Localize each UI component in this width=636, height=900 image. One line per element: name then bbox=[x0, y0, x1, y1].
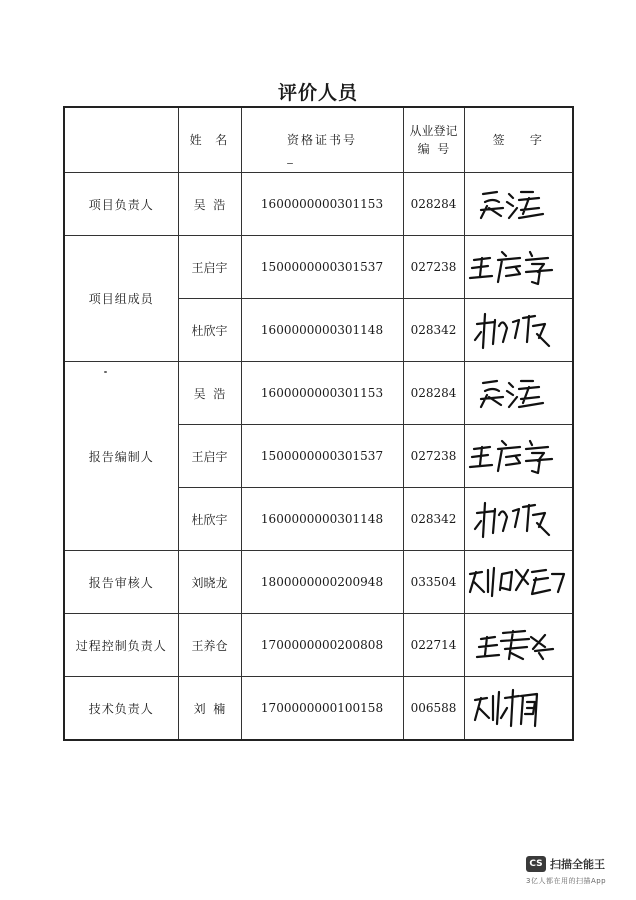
signature-du-xinyu bbox=[464, 299, 573, 362]
cell-cert: 1600000000301153 bbox=[241, 362, 403, 425]
header-reg-line1: 从业登记 bbox=[409, 124, 458, 138]
cell-cert: 1700000000100158 bbox=[241, 677, 403, 741]
header-reg bbox=[403, 107, 464, 173]
cell-reg: 033504 bbox=[403, 551, 464, 614]
signature-liu-nan bbox=[464, 677, 573, 741]
cell-cert: 1500000000301537 bbox=[241, 425, 403, 488]
cell-reg: 028284 bbox=[403, 362, 464, 425]
header-name: 姓 名 bbox=[178, 107, 241, 173]
watermark-tagline: 3亿人都在用的扫描App bbox=[526, 877, 607, 885]
group-label-project-lead: 项目负责人 bbox=[64, 173, 178, 236]
cell-name: 吴 浩 bbox=[178, 173, 241, 236]
table-row bbox=[64, 236, 573, 299]
table-row bbox=[64, 551, 573, 614]
cell-cert: 1800000000200948 bbox=[241, 551, 403, 614]
signature-du-xinyu bbox=[464, 488, 573, 551]
group-label-report-authors: 报告编制人 bbox=[64, 362, 178, 551]
table-row bbox=[64, 173, 573, 236]
cell-reg: 028284 bbox=[403, 173, 464, 236]
cell-cert: 1700000000200808 bbox=[241, 614, 403, 677]
cell-name: 吴 浩 bbox=[178, 362, 241, 425]
signature-wu-hao bbox=[464, 173, 573, 236]
cell-cert: 1500000000301537 bbox=[241, 236, 403, 299]
cell-reg: 022714 bbox=[403, 614, 464, 677]
header-cert: 资格证书号 bbox=[241, 107, 403, 173]
cell-name: 刘晓龙 bbox=[178, 551, 241, 614]
header-reg-line2: 编 号 bbox=[417, 142, 450, 156]
signature-wu-hao bbox=[464, 362, 573, 425]
group-label-process-control: 过程控制负责人 bbox=[64, 614, 178, 677]
scan-speck bbox=[287, 163, 293, 164]
group-label-report-reviewer: 报告审核人 bbox=[64, 551, 178, 614]
cell-cert: 1600000000301153 bbox=[241, 173, 403, 236]
header-role bbox=[64, 107, 178, 173]
cell-name: 杜欣宇 bbox=[178, 488, 241, 551]
cell-reg: 028342 bbox=[403, 299, 464, 362]
cell-name: 刘 楠 bbox=[178, 677, 241, 741]
watermark-app-name: 扫描全能王 bbox=[550, 858, 605, 871]
cell-name: 王养仓 bbox=[178, 614, 241, 677]
page-title: 评价人员 bbox=[277, 82, 358, 104]
scan-speck bbox=[104, 371, 107, 373]
cell-reg: 027238 bbox=[403, 236, 464, 299]
group-label-technical-lead: 技术负责人 bbox=[64, 677, 178, 741]
table-header-row bbox=[64, 107, 573, 173]
evaluator-table bbox=[63, 106, 574, 741]
signature-wang-qiyu bbox=[464, 236, 573, 299]
signature-wang-qiyu bbox=[464, 425, 573, 488]
group-label-team-members: 项目组成员 bbox=[64, 236, 178, 362]
scanner-watermark bbox=[524, 852, 622, 892]
cell-name: 杜欣宇 bbox=[178, 299, 241, 362]
table-row bbox=[64, 362, 573, 425]
cell-name: 王启宇 bbox=[178, 236, 241, 299]
cell-cert: 1600000000301148 bbox=[241, 299, 403, 362]
cell-reg: 027238 bbox=[403, 425, 464, 488]
cell-cert: 1600000000301148 bbox=[241, 488, 403, 551]
signature-liu-xiaolong bbox=[464, 551, 573, 614]
cell-reg: 028342 bbox=[403, 488, 464, 551]
header-sign: 签 字 bbox=[464, 107, 573, 173]
camscanner-logo-icon: CS bbox=[526, 856, 546, 872]
cell-reg: 006588 bbox=[403, 677, 464, 741]
table-row bbox=[64, 614, 573, 677]
cell-name: 王启宇 bbox=[178, 425, 241, 488]
signature-wang-yangcang bbox=[464, 614, 573, 677]
table-row bbox=[64, 677, 573, 741]
